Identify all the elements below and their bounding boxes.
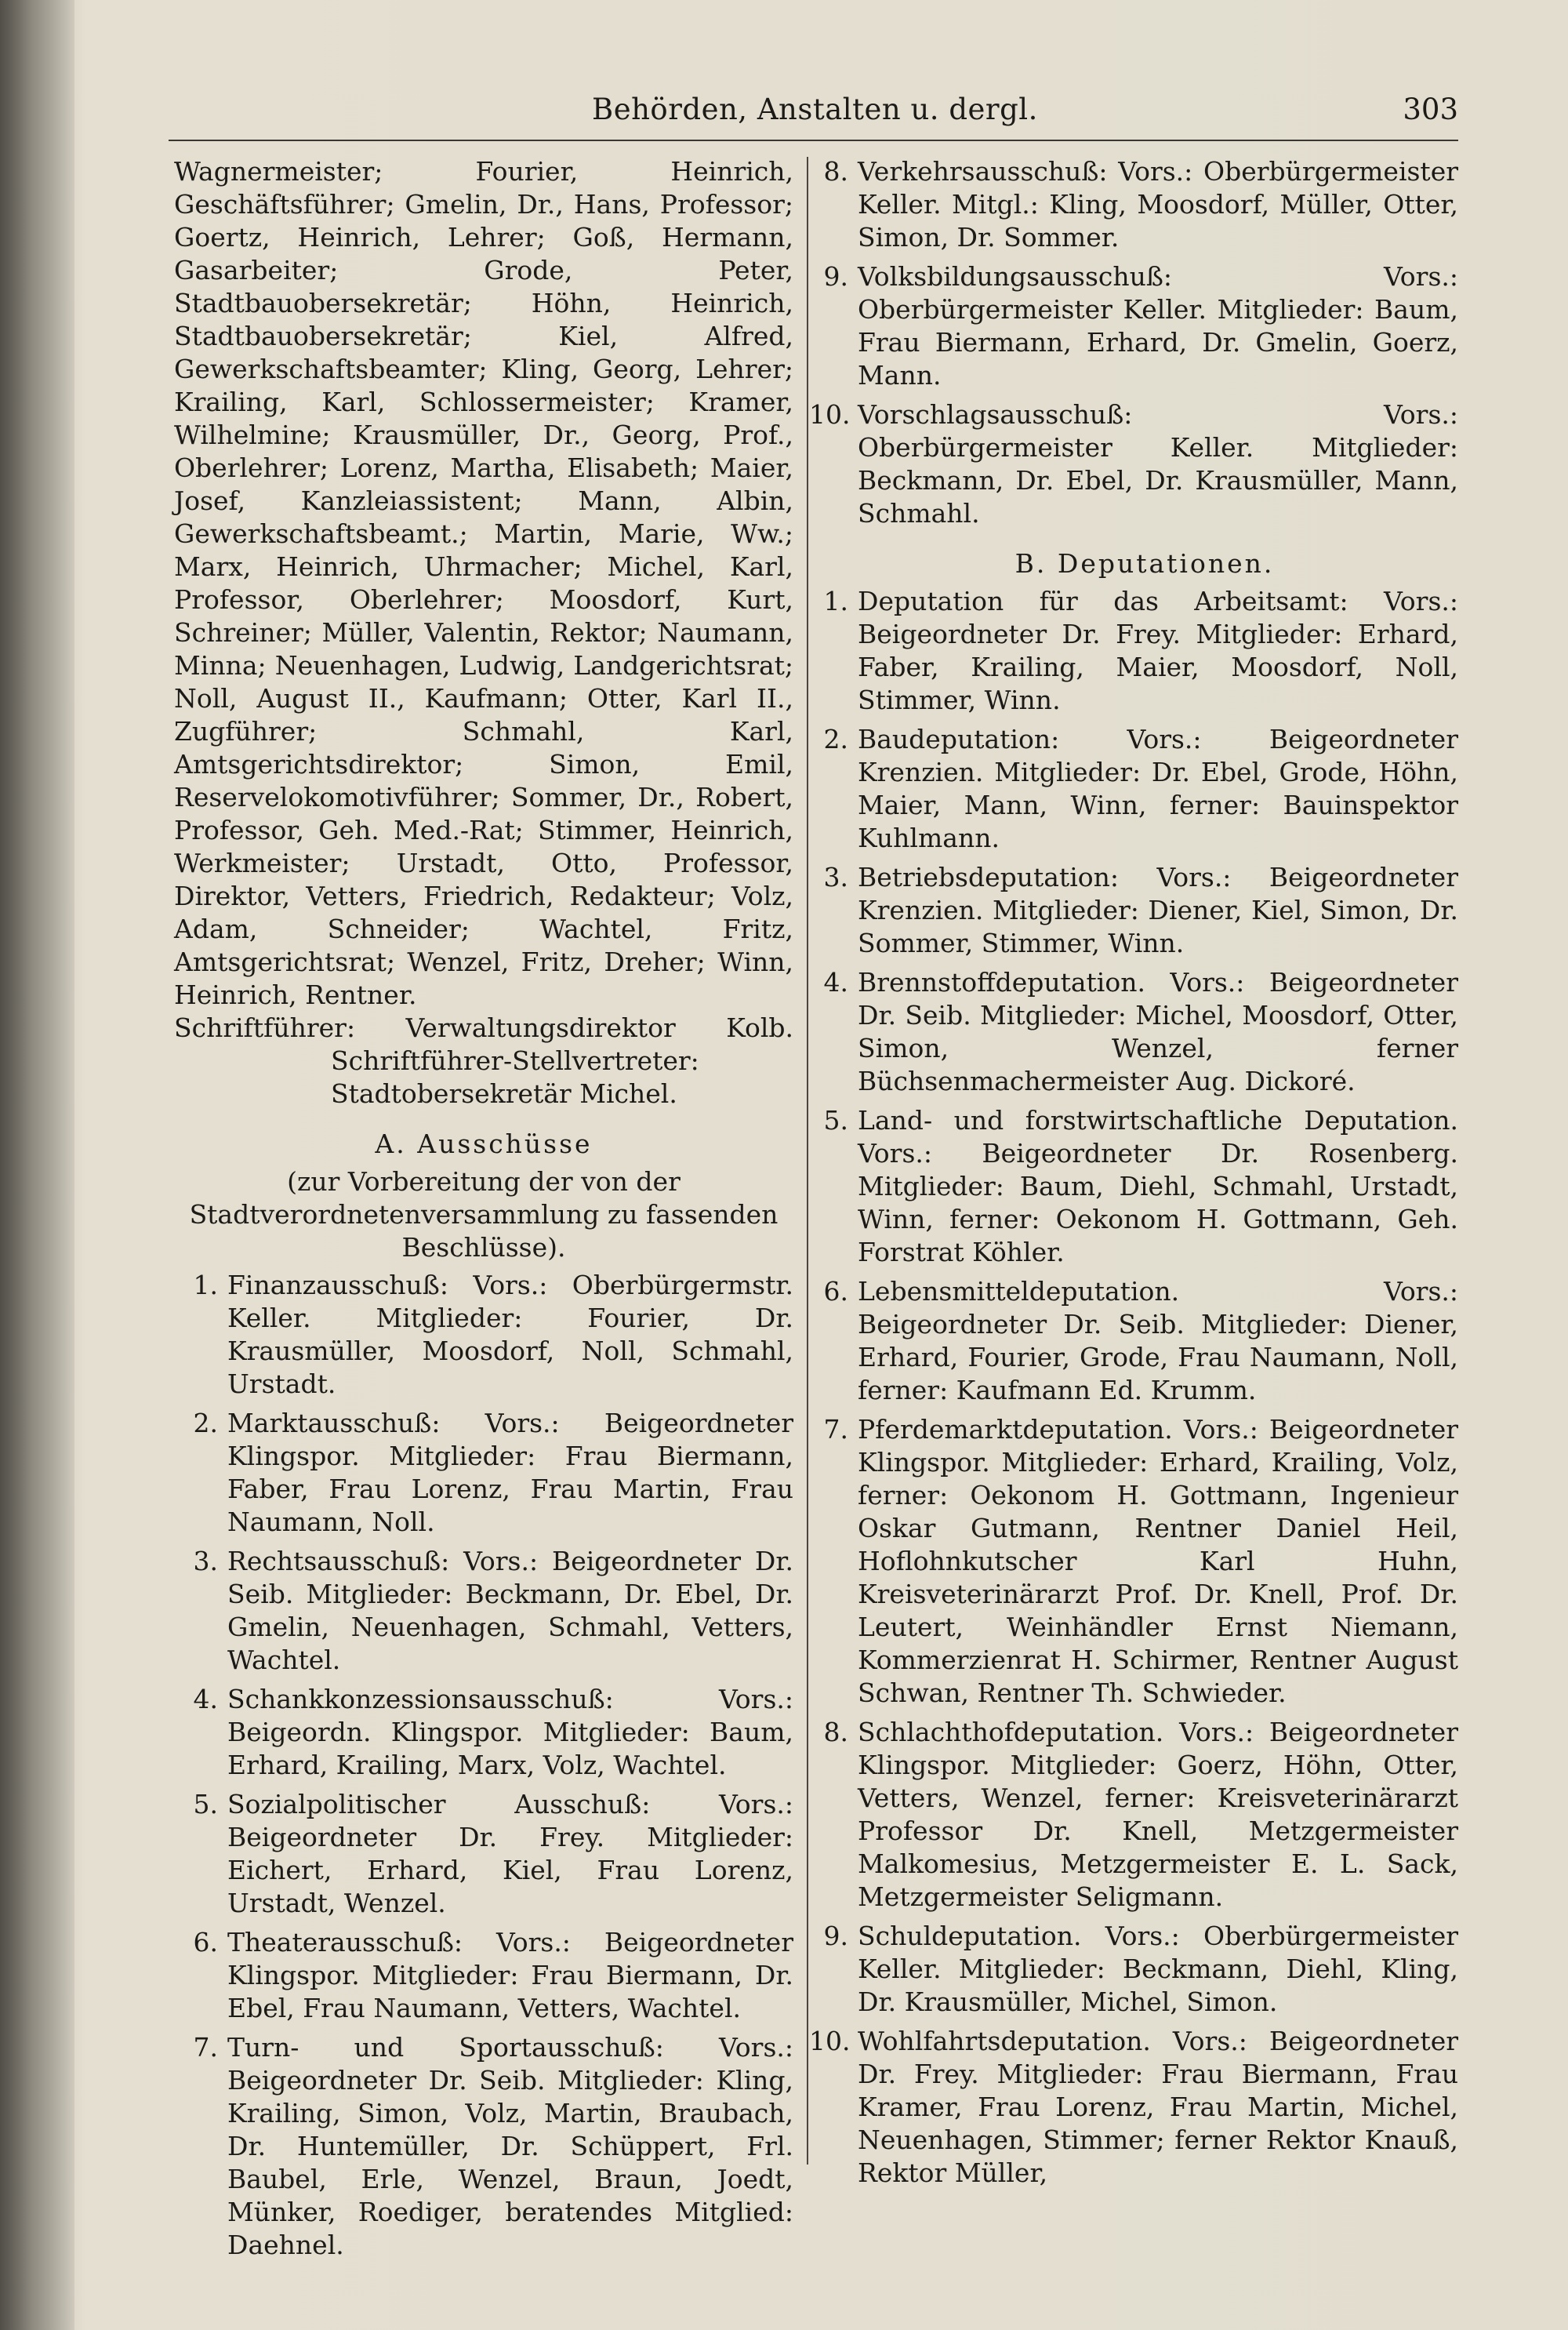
item-text: Land- und forstwirtschaftliche Deputation. Vors.: Beigeordneter Dr. Rosenberg. Mitglieder: Baum, Diehl, Schmahl, Urstadt, Winn, ferner: Oekonom H. Gottmann, Geh. Forstrat Köhler. <box>858 1105 1458 1267</box>
list-item <box>823 966 1458 1098</box>
list-item <box>823 1413 1458 1710</box>
list-item <box>174 1683 793 1782</box>
item-number: 3. <box>193 1546 218 1576</box>
item-number: 6. <box>823 1276 848 1307</box>
list-item <box>174 1545 793 1677</box>
item-number: 4. <box>823 967 848 998</box>
item-text: Verkehrsausschuß: Vors.: Oberbürgermeister Keller. Mitgl.: Kling, Moosdorf, Müller, Otter, Simon, Dr. Sommer. <box>858 156 1458 253</box>
page-header <box>169 88 1458 141</box>
binding-shadow <box>0 0 74 2330</box>
item-number: 3. <box>823 862 848 892</box>
section-a-note: (zur Vorbereitung der von der Stadtverordnetenversammlung zu fassenden Beschlüsse). <box>189 1166 779 1263</box>
section-a-heading: A. Ausschüsse <box>375 1129 593 1159</box>
item-number: 10. <box>809 399 851 430</box>
list-item <box>174 1269 793 1401</box>
left-column <box>174 155 793 2268</box>
list-item <box>823 1920 1458 2019</box>
section-b-heading: B. Deputationen. <box>1014 548 1275 579</box>
item-text: Finanzausschuß: Vors.: Oberbürgermstr. Keller. Mitglieder: Fourier, Dr. Krausmüller, Moosdorf, Noll, Schmahl, Urstadt. <box>227 1270 793 1399</box>
item-text: Volksbildungsausschuß: Vors.: Oberbürgermeister Keller. Mitglieder: Baum, Frau Biermann, Erhard, Dr. Gmelin, Goerz, Mann. <box>858 261 1458 391</box>
item-number: 1. <box>193 1270 218 1300</box>
item-text: Lebensmitteldeputation. Vors.: Beigeordneter Dr. Seib. Mitglieder: Diener, Erhard, Fourier, Grode, Frau Naumann, Noll, ferner: Kaufmann Ed. Krumm. <box>858 1276 1458 1405</box>
item-text: Sozialpolitischer Ausschuß: Vors.: Beigeordneter Dr. Frey. Mitglieder: Eichert, Erhard, Kiel, Frau Lorenz, Urstadt, Wenzel. <box>227 1789 793 1918</box>
list-item <box>823 1716 1458 1914</box>
item-text: Marktausschuß: Vors.: Beigeordneter Klingspor. Mitglieder: Frau Biermann, Faber, Frau Lorenz, Frau Martin, Frau Naumann, Noll. <box>227 1408 793 1537</box>
item-number: 9. <box>823 261 848 292</box>
item-number: 7. <box>823 1414 848 1445</box>
item-number: 7. <box>193 2032 218 2063</box>
list-item <box>809 398 1458 530</box>
item-text: Betriebsdeputation: Vors.: Beigeordneter Krenzien. Mitglieder: Diener, Kiel, Simon, Dr. Sommer, Stimmer, Winn. <box>858 862 1458 958</box>
list-item <box>823 1275 1458 1407</box>
item-number: 5. <box>193 1789 218 1819</box>
list-item <box>823 585 1458 717</box>
list-item <box>823 155 1458 254</box>
member-list: Wagnermeister; Fourier, Heinrich, Geschäftsführer; Gmelin, Dr., Hans, Professor; Goertz, Heinrich, Lehrer; Goß, Hermann, Gasarbeiter; Grode, Peter, Stadtbauobersekretär; Höhn, Heinrich, Stadtbauobersekretär; Kiel, Alfred, Gewerkschaftsbeamter; Kling, Georg, Lehrer; Krailing, Karl, Schlossermeister; Kramer, Wilhelmine; Krausmüller, Dr., Georg, Prof., Oberlehrer; Lorenz, Martha, Elisabeth; Maier, Josef, Kanzleiassistent; Mann, Albin, Gewerkschaftsbeamt.; Martin, Marie, Ww.; Marx, Heinrich, Uhrmacher; Michel, Karl, Professor, Oberlehrer; Moosdorf, Kurt, Schreiner; Müller, Valentin, Rektor; Naumann, Minna; Neuenhagen, Ludwig, Landgerichtsrat; Noll, August II., Kaufmann; Otter, Karl II., Zugführer; Schmahl, Karl, Amtsgerichtsdirektor; Simon, Emil, Reservelokomotivführer; Sommer, Dr., Robert, Professor, Geh. Med.-Rat; Stimmer, Heinrich, Werkmeister; Urstadt, Otto, Professor, Direktor, Vetters, Friedrich, Redakteur; Volz, Adam, Schneider; Wachtel, Fritz, Amtsgerichtsrat; Wenzel, Fritz, Dreher; Winn, Heinrich, Rentner. <box>174 156 793 1010</box>
page-number: 303 <box>1403 93 1458 126</box>
item-number: 2. <box>193 1408 218 1438</box>
list-item <box>823 260 1458 392</box>
item-number: 8. <box>823 1717 848 1747</box>
column-divider <box>807 157 808 2165</box>
list-item <box>174 2031 793 2262</box>
item-text: Theaterausschuß: Vors.: Beigeordneter Klingspor. Mitglieder: Frau Biermann, Dr. Ebel, Frau Naumann, Vetters, Wachtel. <box>227 1927 793 2023</box>
list-item <box>823 861 1458 960</box>
item-number: 9. <box>823 1921 848 1951</box>
list-item <box>823 723 1458 855</box>
running-title: Behörden, Anstalten u. dergl. <box>592 93 1038 126</box>
item-text: Pferdemarktdeputation. Vors.: Beigeordneter Klingspor. Mitglieder: Erhard, Krailing, Volz, ferner: Oekonom H. Gottmann, Ingenieur Oskar Gutmann, Rentner Daniel Heil, Hoflohnkutscher Karl Huhn, Kreisveterinärarzt Prof. Dr. Knell, Prof. Dr. Leutert, Weinhändler Ernst Niemann, Kommerzienrat H. Schirmer, Rentner August Schwan, Rentner Th. Schwieder. <box>858 1414 1458 1708</box>
list-item <box>174 1788 793 1920</box>
item-number: 5. <box>823 1105 848 1136</box>
item-text: Rechtsausschuß: Vors.: Beigeordneter Dr. Seib. Mitglieder: Beckmann, Dr. Ebel, Dr. Gmelin, Neuenhagen, Schmahl, Vetters, Wachtel. <box>227 1546 793 1675</box>
right-column <box>809 155 1458 2196</box>
list-item <box>823 1104 1458 1269</box>
item-text: Brennstoffdeputation. Vors.: Beigeordneter Dr. Seib. Mitglieder: Michel, Moosdorf, Otter, Simon, Wenzel, ferner Büchsenmachermeister Aug. Dickoré. <box>858 967 1458 1096</box>
list-item <box>174 1407 793 1539</box>
item-text: Turn- und Sportausschuß: Vors.: Beigeordneter Dr. Seib. Mitglieder: Kling, Krailing, Simon, Volz, Martin, Braubach, Dr. Huntemüller, Dr. Schüppert, Frl. Baubel, Erle, Wenzel, Braun, Joedt, Münker, Roediger, beratendes Mitglied: Daehnel. <box>227 2032 793 2260</box>
item-text: Schankkonzessionsausschuß: Vors.: Beigeordn. Klingspor. Mitglieder: Baum, Erhard, Krailing, Marx, Volz, Wachtel. <box>227 1684 793 1780</box>
secretary-line: Schriftführer: Verwaltungsdirektor Kolb. Schriftführer-Stellvertreter: Stadtobersekretär Michel. <box>174 1012 793 1109</box>
list-item <box>174 1926 793 2025</box>
list-item <box>809 2025 1458 2190</box>
item-text: Schuldeputation. Vors.: Oberbürgermeister Keller. Mitglieder: Beckmann, Diehl, Kling, Dr. Krausmüller, Michel, Simon. <box>858 1921 1458 2017</box>
item-number: 2. <box>823 724 848 754</box>
item-text: Baudeputation: Vors.: Beigeordneter Krenzien. Mitglieder: Dr. Ebel, Grode, Höhn, Maier, Mann, Winn, ferner: Bauinspektor Kuhlmann. <box>858 724 1458 853</box>
item-text: Wohlfahrtsdeputation. Vors.: Beigeordneter Dr. Frey. Mitglieder: Frau Biermann, Frau Kramer, Frau Lorenz, Frau Martin, Michel, Neuenhagen, Stimmer; ferner Rektor Knauß, Rektor Müller, <box>858 2026 1458 2188</box>
item-text: Schlachthofdeputation. Vors.: Beigeordneter Klingspor. Mitglieder: Goerz, Höhn, Otter, Vetters, Wenzel, ferner: Kreisveterinärarzt Professor Dr. Knell, Metzgermeister Malkomesius, Metzgermeister E. L. Sack, Metzgermeister Seligmann. <box>858 1717 1458 1912</box>
item-text: Vorschlagsausschuß: Vors.: Oberbürgermeister Keller. Mitglieder: Beckmann, Dr. Ebel, Dr. Krausmüller, Mann, Schmahl. <box>858 399 1458 529</box>
item-text: Deputation für das Arbeitsamt: Vors.: Beigeordneter Dr. Frey. Mitglieder: Erhard, Faber, Krailing, Maier, Moosdorf, Noll, Stimmer, Winn. <box>858 586 1458 715</box>
item-number: 10. <box>809 2026 851 2056</box>
item-number: 6. <box>193 1927 218 1957</box>
item-number: 8. <box>823 156 848 187</box>
item-number: 1. <box>823 586 848 616</box>
item-number: 4. <box>193 1684 218 1714</box>
